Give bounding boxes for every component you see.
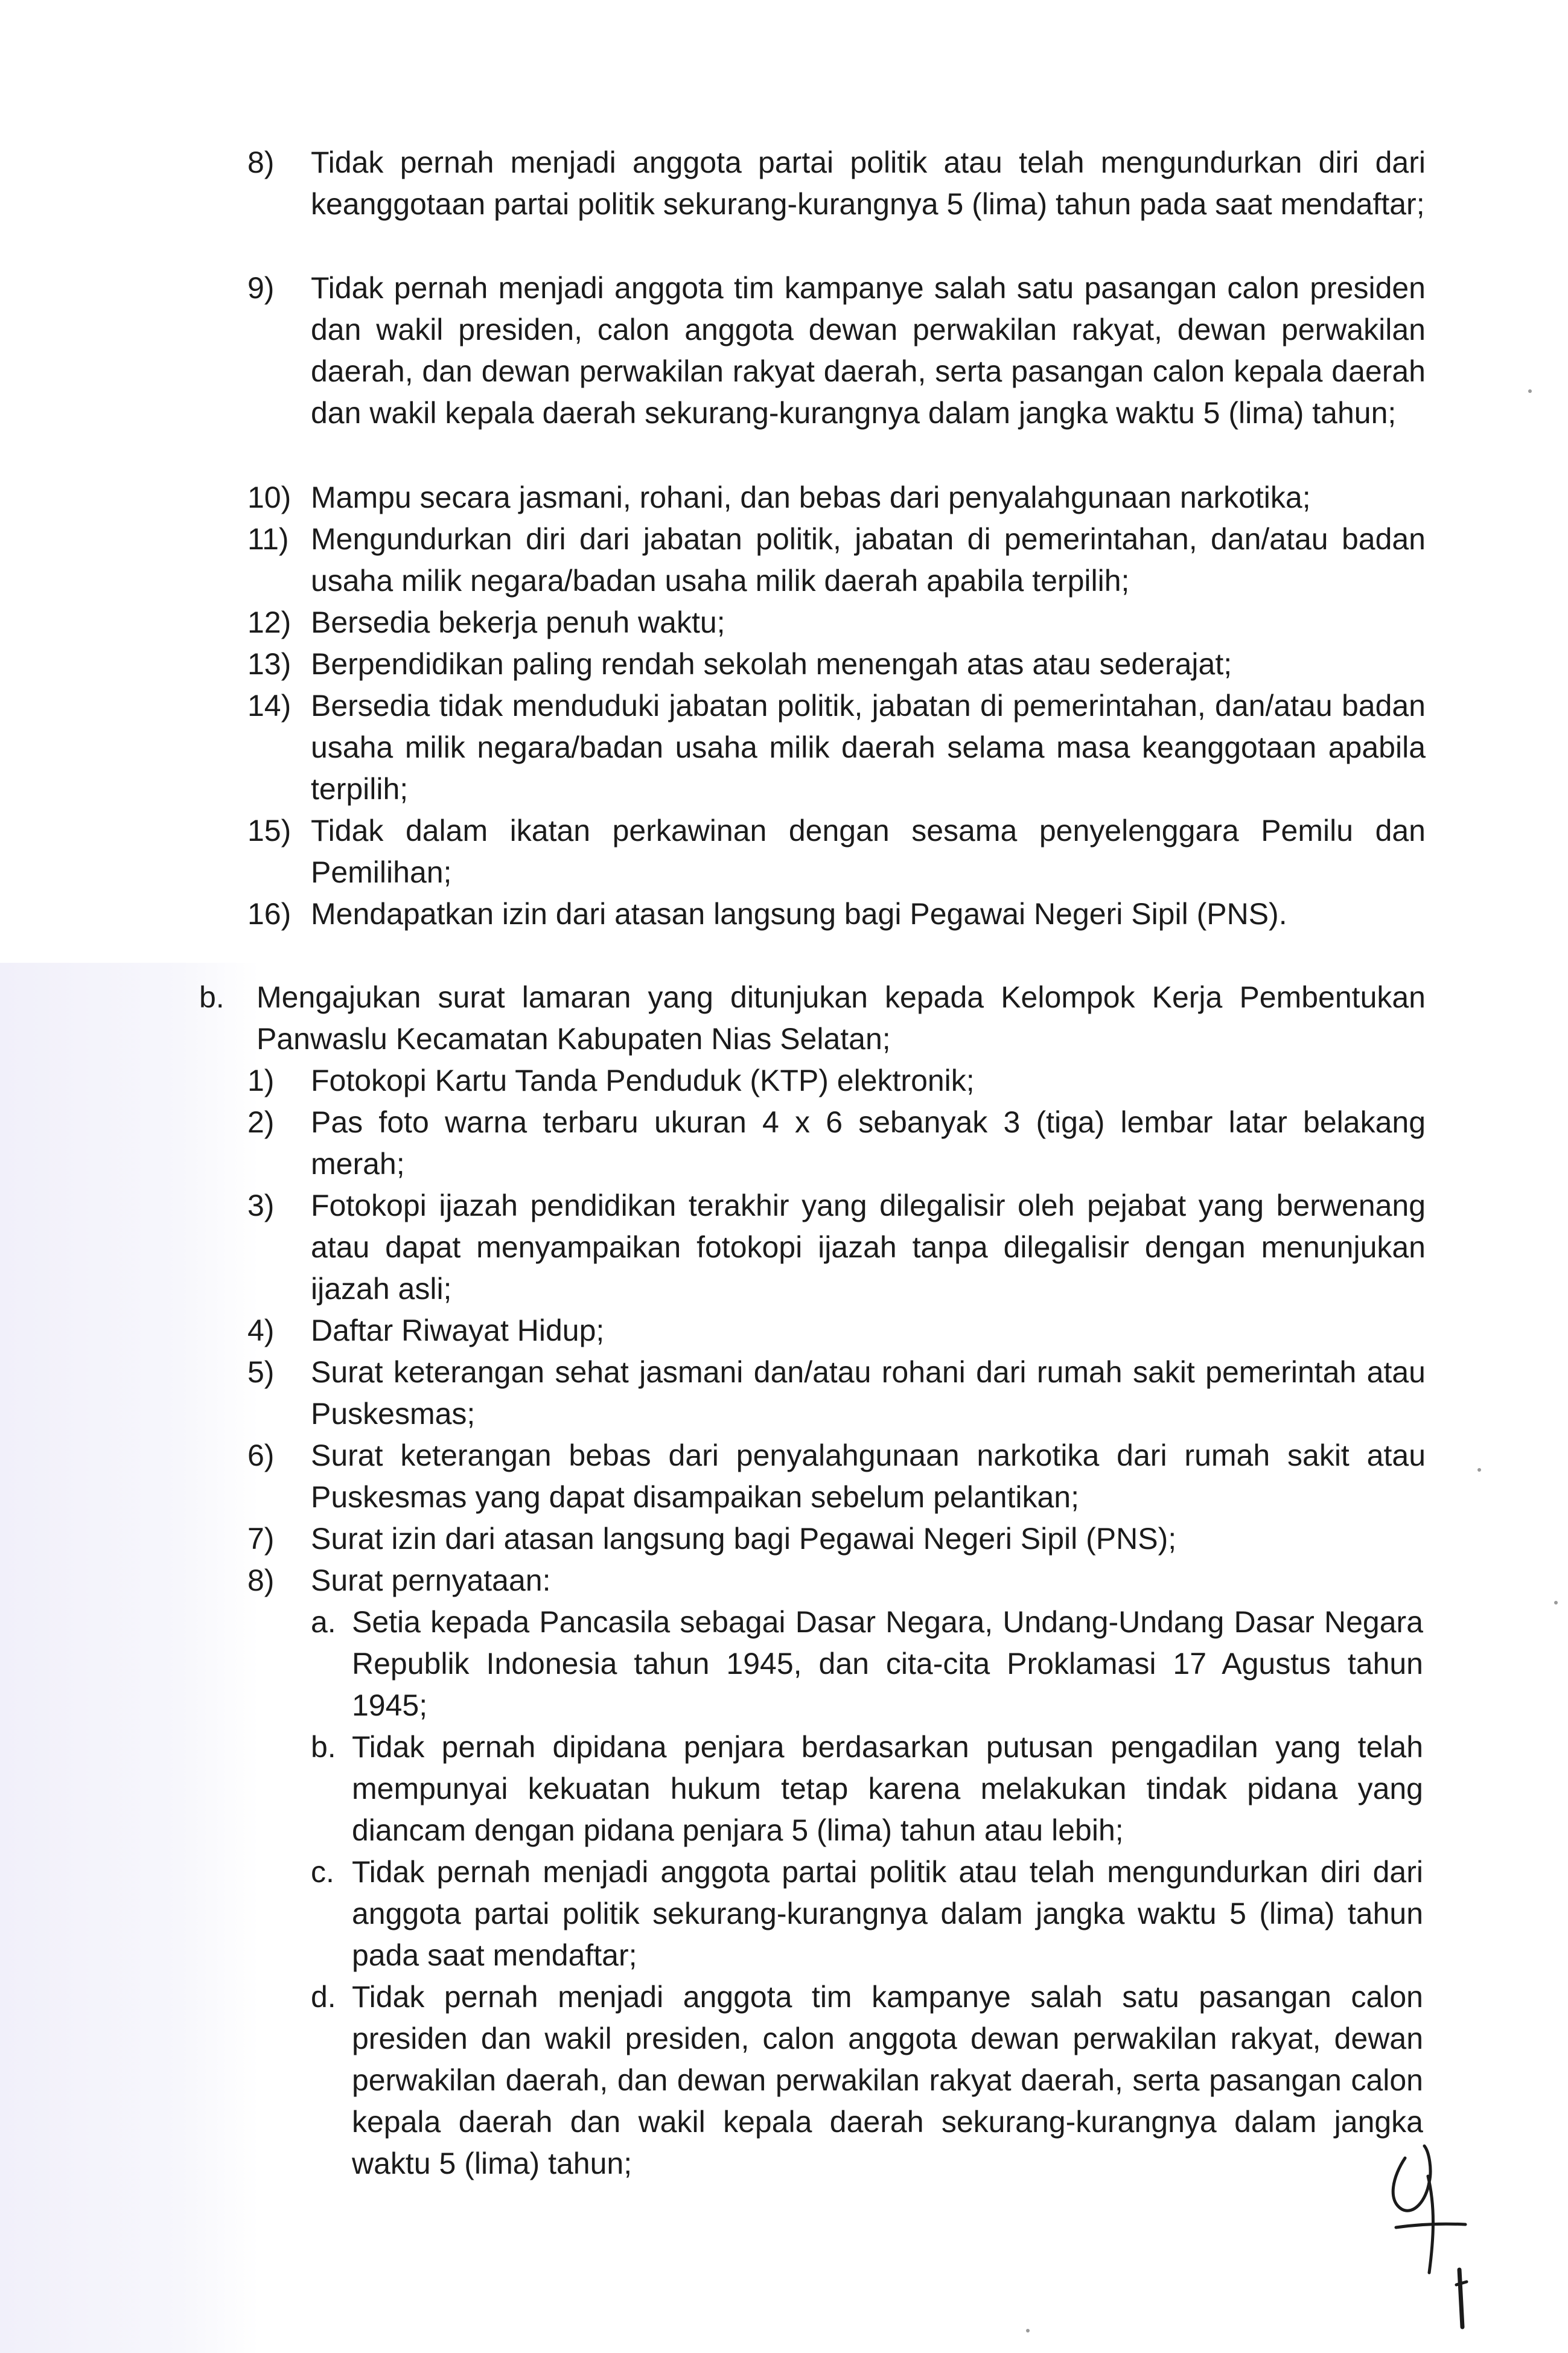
sub-item-letter: a. (311, 1605, 336, 1639)
item-text: Surat izin dari atasan langsung bagi Pegawai Negeri Sipil (PNS); (311, 1522, 1177, 1556)
item-text: Bersedia bekerja penuh waktu; (311, 605, 725, 639)
scan-shading (0, 963, 260, 2353)
item-number: 12) (247, 605, 292, 639)
signature-initial-icon (1369, 2134, 1490, 2333)
sub-item-text: Tidak pernah menjadi anggota partai politik atau telah mengundurkan diri dari anggota partai politik sekurang-kurangnya dalam jangka waktu 5 (lima) tahun pada saat mendaftar; (352, 1855, 1423, 1972)
item-number: 7) (247, 1522, 275, 1556)
item-number: 1) (247, 1064, 275, 1097)
item-text: Bersedia tidak menduduki jabatan politik, jabatan di pemerintahan, dan/atau badan usaha milik negara/badan usaha milik daerah selama masa keanggotaan apabila terpilih; (311, 689, 1426, 806)
item-number: 6) (247, 1438, 275, 1472)
item-text: Mengundurkan diri dari jabatan politik, jabatan di pemerintahan, dan/atau badan usaha milik negara/badan usaha milik daerah apabila terpilih; (311, 522, 1426, 598)
item-number: 8) (247, 145, 275, 179)
sub-item-letter: c. (311, 1855, 334, 1889)
sub-item-letter: b. (311, 1730, 336, 1764)
section-b-label: b. (199, 980, 225, 1014)
item-number: 13) (247, 647, 292, 681)
item-number: 14) (247, 689, 292, 723)
item-text: Tidak pernah menjadi anggota tim kampanye salah satu pasangan calon presiden dan wakil presiden, calon anggota dewan perwakilan rakyat, dewan perwakilan daerah, dan dewan perwakilan rakyat daerah, serta pasangan calon kepala daerah dan wakil kepala daerah sekurang-kurangnya dalam jangka waktu 5 (lima) tahun; (311, 271, 1426, 430)
item-text: Surat keterangan sehat jasmani dan/atau rohani dari rumah sakit pemerintah atau Puskesmas; (311, 1355, 1426, 1431)
item-text: Mendapatkan izin dari atasan langsung bagi Pegawai Negeri Sipil (PNS). (311, 897, 1287, 931)
item-number: 10) (247, 480, 292, 514)
item-text: Tidak dalam ikatan perkawinan dengan sesama penyelenggara Pemilu dan Pemilihan; (311, 814, 1426, 889)
item-number: 8) (247, 1563, 275, 1597)
item-text: Mampu secara jasmani, rohani, dan bebas dari penyalahgunaan narkotika; (311, 480, 1311, 514)
sub-item-text: Tidak pernah dipidana penjara berdasarkan putusan pengadilan yang telah mempunyai kekuatan hukum tetap karena melakukan tindak pidana yang diancam dengan pidana penjara 5 (lima) tahun atau lebih; (352, 1730, 1423, 1847)
sub-item-text: Tidak pernah menjadi anggota tim kampanye salah satu pasangan calon presiden dan wakil presiden, calon anggota dewan perwakilan rakyat, dewan perwakilan daerah, dan dewan perwakilan rakyat daerah, serta pasangan calon kepala daerah dan wakil kepala daerah sekurang-kurangnya dalam jangka waktu 5 (lima) tahun; (352, 1980, 1423, 2180)
item-number: 16) (247, 897, 292, 931)
item-text: Pas foto warna terbaru ukuran 4 x 6 sebanyak 3 (tiga) lembar latar belakang merah; (311, 1105, 1426, 1181)
scan-speck (1026, 2329, 1030, 2332)
item-number: 3) (247, 1189, 275, 1222)
item-text: Surat keterangan bebas dari penyalahgunaan narkotika dari rumah sakit atau Puskesmas yang dapat disampaikan sebelum pelantikan; (311, 1438, 1426, 1514)
item-text: Fotokopi ijazah pendidikan terakhir yang dilegalisir oleh pejabat yang berwenang atau dapat menyampaikan fotokopi ijazah tanpa dilegalisir dengan menunjukan ijazah asli; (311, 1189, 1426, 1306)
scan-speck (1477, 1468, 1481, 1472)
item-number: 2) (247, 1105, 275, 1139)
item-number: 4) (247, 1314, 275, 1347)
sub-item-letter: d. (311, 1980, 336, 2014)
section-b-text: Mengajukan surat lamaran yang ditunjukan kepada Kelompok Kerja Pembentukan Panwaslu Kecamatan Kabupaten Nias Selatan; (257, 980, 1426, 1056)
scan-speck (1528, 389, 1532, 393)
item-number: 11) (247, 522, 289, 556)
item-number: 9) (247, 271, 275, 305)
item-text: Daftar Riwayat Hidup; (311, 1314, 605, 1347)
sub-item-text: Setia kepada Pancasila sebagai Dasar Negara, Undang-Undang Dasar Negara Republik Indonesia tahun 1945, dan cita-cita Proklamasi 17 Agustus tahun 1945; (352, 1605, 1423, 1722)
item-number: 5) (247, 1355, 275, 1389)
item-text: Surat pernyataan: (311, 1563, 551, 1597)
item-number: 15) (247, 814, 292, 848)
item-text: Berpendidikan paling rendah sekolah menengah atas atau sederajat; (311, 647, 1232, 681)
item-text: Fotokopi Kartu Tanda Penduduk (KTP) elektronik; (311, 1064, 975, 1097)
scan-speck (1554, 1601, 1558, 1604)
item-text: Tidak pernah menjadi anggota partai politik atau telah mengundurkan diri dari keanggotaan partai politik sekurang-kurangnya 5 (lima) tahun pada saat mendaftar; (311, 145, 1426, 221)
